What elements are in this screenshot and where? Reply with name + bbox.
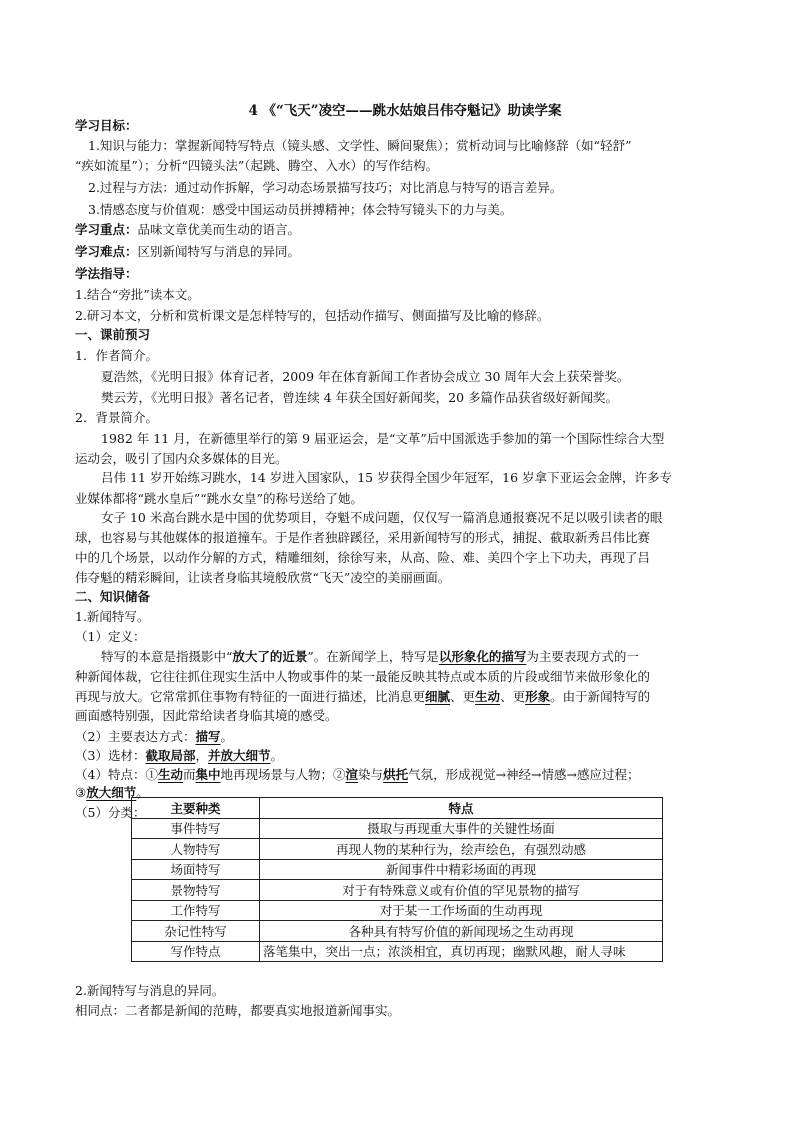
features-line-2: ③放大细节。 bbox=[75, 785, 149, 800]
table-cell-feature: 摄取与再现重大事件的关键性场面 bbox=[260, 818, 663, 839]
background-3b: 球，也容易与其他媒体的报道撞车。于是作者独辟蹊径，采用新闻特写的形式，捕捉、截取新秀吕伟比赛 bbox=[75, 530, 651, 545]
feature-marker-3: ③ bbox=[75, 785, 87, 800]
table-cell-kind: 杂记性特写 bbox=[132, 921, 260, 942]
authors-heading: 1．作者简介。 bbox=[75, 348, 158, 363]
table-cell-kind: 景物特写 bbox=[132, 880, 260, 901]
table-cell-kind: 人物特写 bbox=[132, 839, 260, 860]
feature-enlarge-details: 放大细节 bbox=[86, 785, 137, 800]
features-label: （4）特点：① bbox=[75, 767, 158, 782]
table-row bbox=[132, 900, 663, 921]
table-cell-kind: 工作特写 bbox=[132, 900, 260, 921]
table-row bbox=[132, 859, 663, 880]
background-heading: 2．背景简介。 bbox=[75, 410, 158, 425]
table-cell-kind: 事件特写 bbox=[132, 818, 260, 839]
definition-label: （1）定义： bbox=[75, 629, 146, 644]
material-line: （3）选材：截取局部，并放大细节。 bbox=[75, 748, 284, 763]
objective-2: 2.过程与方法：通过动作拆解，学习动态场景描写技巧；对比消息与特写的语言差异。 bbox=[88, 180, 563, 195]
feature-text-2: 地再现场景与人物；② bbox=[220, 767, 346, 782]
table-header-feature: 特点 bbox=[260, 798, 663, 819]
objective-1a: 1.知识与能力：掌握新闻特写特点（镜头感、文学性、瞬间聚焦）；赏析动词与比喻修辞（如“轻舒” bbox=[88, 138, 632, 153]
expression-label: （2）主要表达方式： bbox=[75, 729, 196, 744]
method-heading: 学法指导： bbox=[75, 266, 138, 281]
difficulty-label: 学习难点： bbox=[75, 244, 138, 259]
key-point-text: 品味文章优美而生动的语言。 bbox=[137, 222, 301, 237]
feature-text-4: 气氛，形成视觉→神经→情感→感应过程； bbox=[408, 767, 640, 782]
definition-sep-1: 、更 bbox=[450, 689, 476, 704]
table-cell-kind: 写作特点 bbox=[132, 941, 260, 962]
background-1a: 1982 年 11 月，在新德里举行的第 9 届亚运会，是“文革”后中国派选手参加的第一个国际性综合大型 bbox=[101, 431, 665, 446]
difficulty-text: 区别新闻特写与消息的异同。 bbox=[137, 244, 301, 259]
section-news-feature: 1.新闻特写。 bbox=[75, 609, 150, 624]
definition-line-4: 画面感特别强，因此常给读者身临其境的感受。 bbox=[75, 708, 338, 723]
feature-render: 渲 bbox=[345, 767, 359, 782]
section-comparison: 2.新闻特写与消息的异同。 bbox=[75, 983, 225, 998]
table-header-row bbox=[132, 798, 663, 819]
table-cell-feature: 再现人物的某种行为，绘声绘色，有强烈动感 bbox=[260, 839, 663, 860]
definition-text-3: 为主要表现方式的一 bbox=[526, 649, 639, 664]
table-row bbox=[132, 941, 663, 962]
definition-text-1: 特写的本意是指摄影中“ bbox=[101, 649, 233, 664]
key-point bbox=[75, 220, 735, 240]
definition-text-4: 再现与放大。它常常抓住事物有特征的一面进行描述，比消息更 bbox=[75, 689, 426, 704]
definition-line-1 bbox=[101, 647, 761, 667]
objective-1b: “疾如流星”）；分析“四镜头法”（起跳、腾空、入水）的写作结构。 bbox=[75, 158, 439, 173]
difficulty-point bbox=[75, 242, 735, 262]
preview-heading: 一、课前预习 bbox=[75, 327, 151, 342]
background-3d: 伟夺魁的精彩瞬间，让读者身临其境般欣赏“飞天”凌空的美丽画面。 bbox=[75, 570, 451, 585]
material-value-1: 截取局部 bbox=[145, 748, 196, 763]
table-cell-feature: 新闻事件中精彩场面的再现 bbox=[260, 859, 663, 880]
definition-keyword-closeup: 放大了的近景 bbox=[232, 649, 308, 664]
table-cell-kind: 场面特写 bbox=[132, 859, 260, 880]
table-cell-feature: 落笔集中，突出一点；浓淡相宜，真切再现；幽默风趣，耐人寻味 bbox=[260, 941, 663, 962]
feature-set-off: 烘托 bbox=[383, 767, 409, 782]
author-2: 樊云芳，《光明日报》著名记者，曾连续 4 年获全国好新闻奖，20 多篇作品获省级好新闻奖。 bbox=[101, 390, 619, 405]
table-cell-feature: 对于某一工作场面的生动再现 bbox=[260, 900, 663, 921]
definition-keyword-delicate: 细腻 bbox=[425, 689, 451, 704]
definition-text-5: 。由于新闻特写的 bbox=[550, 689, 651, 704]
table-row bbox=[132, 921, 663, 942]
author-1: 夏浩然，《光明日报》体育记者，2009 年在体育新闻工作者协会成立 30 周年大会上获荣誉奖。 bbox=[101, 369, 630, 384]
definition-line-2: 种新闻体裁，它往往抓住现实生活中人物或事件的某一最能反映其特点或本质的片段或细节来做形象化的 bbox=[75, 669, 651, 684]
method-1: 1.结合“旁批”读本文。 bbox=[75, 287, 200, 302]
material-label: （3）选材： bbox=[75, 748, 146, 763]
table-row bbox=[132, 880, 663, 901]
definition-keyword-imagery: 以形象化的描写 bbox=[438, 649, 527, 664]
knowledge-heading: 二、知识储备 bbox=[75, 589, 151, 604]
objective-3: 3.情感态度与价值观：感受中国运动员拼搏精神；体会特写镜头下的力与美。 bbox=[88, 202, 513, 217]
table-header-kind: 主要种类 bbox=[132, 798, 260, 819]
document-title: 4 《“飞天”凌空——跳水姑娘吕伟夺魁记》助读学案 bbox=[248, 103, 562, 119]
definition-sep-2: 、更 bbox=[500, 689, 526, 704]
background-3a: 女子 10 米高台跳水是中国的优势项目，夺魁不成问题，仅仅写一篇消息通报赛况不足以吸引读者的眼 bbox=[101, 510, 663, 525]
similarity-line: 相同点：二者都是新闻的范畴，都要真实地报道新闻事实。 bbox=[75, 1003, 401, 1018]
classification-label: （5）分类： bbox=[75, 805, 146, 820]
table-row bbox=[132, 818, 663, 839]
feature-focused: 集中 bbox=[195, 767, 221, 782]
method-2: 2.研习本文，分析和赏析课文是怎样特写的，包括动作描写、侧面描写及比喻的修辞。 bbox=[75, 308, 550, 323]
background-1b: 运动会，吸引了国内众多媒体的目光。 bbox=[75, 451, 288, 466]
background-3c: 中的几个场景，以动作分解的方式，精雕细刻，徐徐写来，从高、险、难、美四个字上下功夫，再现了吕 bbox=[75, 550, 651, 565]
material-sep: ， bbox=[195, 748, 208, 763]
feature-text-1: 而 bbox=[182, 767, 196, 782]
definition-keyword-vivid: 生动 bbox=[475, 689, 501, 704]
table-cell-feature: 对于有特殊意义或有价值的罕见景物的描写 bbox=[260, 880, 663, 901]
features-line-1 bbox=[75, 765, 735, 785]
material-value-2: 并放大细节 bbox=[207, 748, 271, 763]
definition-text-2: ”。在新闻学上，特写是 bbox=[307, 649, 439, 664]
expression-line: （2）主要表达方式：描写。 bbox=[75, 729, 233, 744]
key-point-label: 学习重点： bbox=[75, 222, 138, 237]
definition-line-3 bbox=[75, 687, 735, 707]
classification-table bbox=[131, 797, 663, 962]
expression-value: 描写 bbox=[195, 729, 221, 744]
background-2b: 业媒体都将“跳水皇后”“跳水女皇”的称号送给了她。 bbox=[75, 491, 364, 506]
background-2a: 吕伟 11 岁开始练习跳水，14 岁进入国家队，15 岁获得全国少年冠军，16 岁拿下亚运会金牌，许多专 bbox=[101, 470, 672, 485]
feature-text-3: 染与 bbox=[358, 767, 384, 782]
table-cell-feature: 各种具有特写价值的新闻现场之生动再现 bbox=[260, 921, 663, 942]
feature-vivid: 生动 bbox=[157, 767, 183, 782]
table-row bbox=[132, 839, 663, 860]
objectives-heading: 学习目标： bbox=[75, 118, 138, 133]
definition-keyword-image: 形象 bbox=[525, 689, 551, 704]
